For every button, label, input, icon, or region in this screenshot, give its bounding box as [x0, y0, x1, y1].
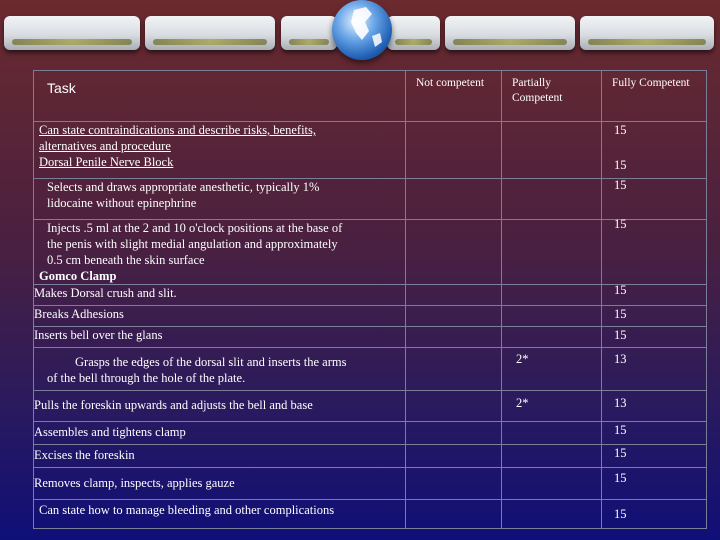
- table-row-block-2: [34, 179, 707, 220]
- header-partially-competent: Partially Competent: [512, 77, 563, 104]
- table-row: [34, 422, 707, 445]
- criteria-line: alternatives and procedure: [39, 139, 171, 153]
- criteria-line: Selects and draws appropriate anesthetic, typically 1%: [47, 180, 320, 194]
- banner-bar-center-right: [387, 16, 440, 50]
- table-row: [34, 285, 707, 306]
- banner-bar-left-inner: [145, 16, 275, 50]
- fully-competent-score: 13: [614, 396, 627, 410]
- fully-competent-score: 15: [614, 471, 627, 485]
- table-header-row: [34, 71, 707, 122]
- criteria-line: Can state how to manage bleeding and other complications: [39, 503, 335, 517]
- criteria-line: Can state contraindications and describe risks, benefits,: [39, 123, 317, 137]
- fully-competent-score: 15: [614, 446, 627, 460]
- header-task: Task: [47, 80, 76, 96]
- table-row: [34, 327, 707, 348]
- criteria-line: Excises the foreskin: [34, 448, 135, 462]
- fully-competent-score: 15: [614, 158, 627, 172]
- banner-bar-center-left: [281, 16, 337, 50]
- table-row: [34, 468, 707, 500]
- fully-competent-score: 15: [614, 307, 627, 321]
- competency-table: [33, 70, 707, 529]
- fully-competent-score: 15: [614, 283, 627, 297]
- table-row: [34, 500, 707, 529]
- criteria-line: Pulls the foreskin upwards and adjusts the bell and base: [34, 398, 313, 412]
- criteria-line: Injects .5 ml at the 2 and 10 o'clock positions at the base of: [47, 221, 343, 235]
- table-row: [34, 391, 707, 422]
- globe-icon: [332, 0, 392, 60]
- header-fully-competent: Fully Competent: [612, 77, 690, 89]
- criteria-line: Makes Dorsal crush and slit.: [34, 286, 177, 300]
- criteria-line: lidocaine without epinephrine: [47, 196, 197, 210]
- criteria-line: Removes clamp, inspects, applies gauze: [34, 476, 235, 490]
- header-banner: [0, 0, 720, 62]
- criteria-line: Inserts bell over the glans: [34, 328, 163, 342]
- fully-competent-score: 15: [614, 178, 627, 192]
- banner-bar-right-outer: [580, 16, 714, 50]
- partially-competent-score: 2*: [516, 352, 529, 366]
- criteria-line: of the bell through the hole of the plate.: [47, 371, 246, 385]
- table-row-block-3: [34, 220, 707, 285]
- table-row: [34, 445, 707, 468]
- section-gomco-clamp: Gomco Clamp: [39, 269, 117, 283]
- section-nerve-block: Dorsal Penile Nerve Block: [39, 155, 174, 169]
- banner-bar-right-inner: [445, 16, 575, 50]
- fully-competent-score: 15: [614, 328, 627, 342]
- partially-competent-score: 2*: [516, 396, 529, 410]
- banner-bar-left-outer: [4, 16, 140, 50]
- table-row: [34, 306, 707, 327]
- criteria-line: Assembles and tightens clamp: [34, 425, 186, 439]
- fully-competent-score: 15: [614, 423, 627, 437]
- criteria-line: the penis with slight medial angulation and approximately: [47, 237, 338, 251]
- header-not-competent: Not competent: [416, 77, 485, 89]
- fully-competent-score: 15: [614, 507, 627, 521]
- fully-competent-score: 15: [614, 217, 627, 231]
- table-row: [34, 348, 707, 391]
- criteria-line: Breaks Adhesions: [34, 307, 124, 321]
- criteria-line: Grasps the edges of the dorsal slit and inserts the arms: [75, 355, 347, 369]
- fully-competent-score: 13: [614, 352, 627, 366]
- table-row-block-1: [34, 122, 707, 179]
- criteria-line: 0.5 cm beneath the skin surface: [47, 253, 205, 267]
- fully-competent-score: 15: [614, 123, 627, 137]
